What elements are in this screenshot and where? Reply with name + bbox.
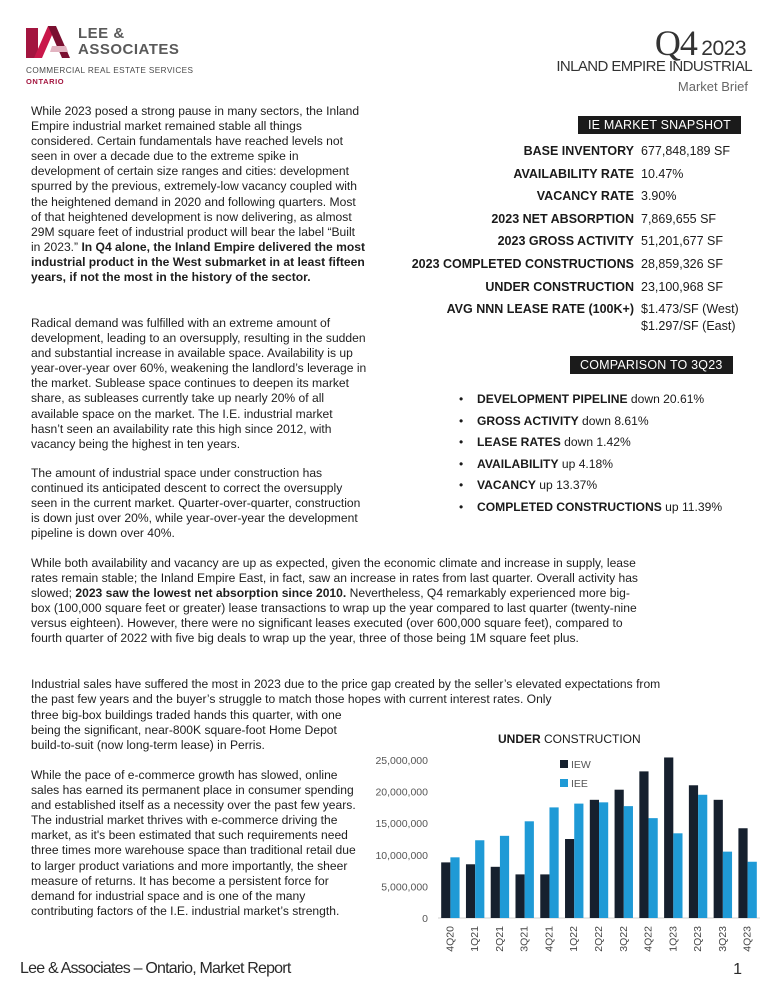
comparison-item: [459, 392, 722, 414]
x-tick-label: 1Q23: [667, 926, 680, 952]
bar-iee: [525, 821, 534, 918]
footer-text: Lee & Associates – Ontario, Market Report: [20, 960, 291, 977]
snapshot-row: [380, 257, 750, 279]
bar-iee: [549, 807, 558, 918]
x-tick-label: 2Q21: [493, 926, 506, 952]
y-tick-label: 0: [422, 913, 428, 925]
year-label: 2023: [701, 37, 746, 60]
bar-iee: [748, 862, 757, 918]
report-subtitle: INLAND EMPIRE INDUSTRIAL: [556, 58, 752, 75]
chart-title-rest: CONSTRUCTION: [540, 732, 641, 746]
snapshot-row: [380, 189, 750, 211]
snapshot-row: [380, 167, 750, 189]
bar-iew: [639, 771, 648, 918]
comparison-metric: VACANCY: [477, 478, 536, 492]
snapshot-label: VACANCY RATE: [536, 189, 634, 204]
quarter-label: Q4: [654, 23, 697, 63]
comparison-metric: AVAILABILITY: [477, 456, 559, 471]
bar-iew: [540, 874, 549, 918]
comparison-item: [459, 414, 722, 436]
y-tick-label: 5,000,000: [381, 881, 428, 894]
comparison-change: up 11.39%: [661, 499, 723, 514]
y-tick-label: 20,000,000: [375, 786, 428, 799]
bar-iee: [475, 840, 484, 918]
x-tick-label: 2Q22: [593, 926, 605, 952]
y-tick-label: 10,000,000: [375, 849, 428, 862]
bar-iee: [649, 818, 658, 918]
x-tick-label: 1Q22: [568, 926, 581, 952]
snapshot-label: AVG NNN LEASE RATE (100K+): [446, 302, 634, 317]
legend-swatch-iee: [560, 779, 568, 787]
paragraph-sales-narrow: three big-box buildings traded hands this quarter, with one being the significant, near-800K square-foot Home Depot build-to-suit (now long-term lease) in Perris.: [31, 708, 342, 753]
x-tick-label: 4Q23: [741, 926, 754, 952]
bar-iee: [624, 806, 633, 918]
snapshot-value: 10.47%: [641, 166, 684, 181]
paragraph-leasing: [31, 556, 643, 647]
snapshot-value: 7,869,655 SF: [641, 211, 717, 226]
snapshot-value: 28,859,326 SF: [641, 257, 724, 271]
comparison-metric: DEVELOPMENT PIPELINE: [477, 392, 628, 406]
paragraph-intro-text: While 2023 posed a strong pause in many sectors, the Inland Empire industrial market remained stable all things considered. Certain fundamentals have reached levels not seen in over a decade due to the extreme spike in development of certain size ranges and cities: development spurred by the previous, extremely-low vacancy coupled with the heightened demand in 2020 and following quarters. Most of that heightened development is now delivering, as almost 29M square feet of industrial product will bear the label “Built in 2023.”: [31, 104, 360, 254]
snapshot-row-extra: [380, 319, 750, 341]
snapshot-value: $1.473/SF (West): [641, 302, 739, 317]
chart-title: [498, 732, 641, 746]
bar-iew: [565, 839, 574, 918]
under-construction-chart: [368, 748, 764, 968]
bar-iee: [673, 833, 682, 918]
snapshot-label: UNDER CONSTRUCTION: [485, 279, 634, 294]
bar-iew: [738, 828, 747, 918]
logo-region: ONTARIO: [26, 77, 65, 86]
report-type: Market Brief: [677, 79, 748, 94]
x-tick-label: 3Q21: [518, 926, 531, 952]
comparison-list: [459, 392, 722, 521]
lee-associates-logo-icon: [26, 24, 70, 58]
legend-swatch-iew: [560, 760, 568, 768]
x-tick-label: 4Q21: [543, 926, 556, 952]
snapshot-value: 677,848,189 SF: [641, 144, 730, 158]
snapshot-row: [380, 212, 750, 234]
bar-iee: [698, 795, 707, 918]
x-tick-label: 1Q21: [469, 926, 482, 952]
bar-iee: [599, 802, 608, 918]
comparison-item: [459, 457, 722, 479]
bar-iee: [450, 857, 459, 918]
comparison-item: [459, 478, 722, 500]
x-tick-label: 3Q22: [617, 926, 630, 952]
bar-iew: [664, 757, 673, 918]
bar-iew: [515, 874, 524, 918]
bar-iew: [689, 785, 698, 918]
y-tick-label: 25,000,000: [375, 755, 428, 767]
bar-iew: [590, 800, 599, 918]
paragraph-construction: The amount of industrial space under construction has continued its anticipated descent to correct the oversupply seen in the current market. Quarter-over-quarter, construction is down just over 20%, while year-over-year the development pipeline is down over 40%.: [31, 466, 361, 541]
paragraph-ecommerce: While the pace of e-commerce growth has slowed, online sales has earned its permanent place in consumer spending and established itself as a necessity over the past few years. The industrial market thrives with e-commerce driving the market, as it's been estimated that such requirements need three times more warehouse space than traditional retail due to larger product variations and more importantly, the sheer measure of returns. It has become a persistent force for demand for industrial space and is one of the many contributing factors of the I.E. industrial market’s strength.: [31, 768, 356, 918]
comparison-change: down 20.61%: [627, 392, 705, 406]
logo-text-associates: ASSOCIATES: [78, 41, 180, 58]
bar-iew: [466, 864, 475, 918]
snapshot-label: 2023 GROSS ACTIVITY: [497, 234, 634, 249]
chart-title-bold: UNDER: [498, 732, 541, 746]
bar-iee: [723, 852, 732, 918]
paragraph-leasing-text-b: Nevertheless, Q4 remarkably experienced more big-box (100,000 square feet or greater) lease transactions to wrap up the year compared to last quarter (twenty-nine versus eighteen). However, there were no significant leases executed (over 600,000 square feet), compared to fourth quarter of 2022 with five big deals to wrap up the year, three of those being 1M square feet plus.: [31, 586, 637, 646]
comparison-change: down 1.42%: [560, 435, 631, 449]
x-tick-label: 4Q20: [444, 926, 457, 952]
snapshot-value: 51,201,677 SF: [641, 234, 724, 249]
legend-label: IEE: [571, 778, 588, 790]
snapshot-label: 2023 COMPLETED CONSTRUCTIONS: [411, 257, 634, 271]
comparison-change: up 4.18%: [558, 456, 613, 471]
logo-text-lee: LEE &: [78, 25, 125, 42]
bar-iew: [491, 867, 500, 918]
snapshot-value: $1.297/SF (East): [641, 318, 736, 333]
paragraph-availability: Radical demand was fulfilled with an extreme amount of development, leading to an oversupply, resulting in the sudden and substantial increase in available space. Availability is up year-over-year over 60%, weakening the landlord’s leverage in the market. Sublease space continues to deepen its market share, as subleases currently take up nearly 20% of all available space on the market. The I.E. industrial market hasn’t seen an availability rate this high since 2012, with vacancy being the highest in ten years.: [31, 316, 367, 451]
x-tick-label: 4Q22: [642, 926, 655, 952]
page-number: 1: [733, 961, 742, 978]
comparison-item: [459, 500, 722, 522]
snapshot-value: 23,100,968 SF: [641, 279, 724, 294]
bar-iew: [441, 862, 450, 918]
snapshot-heading: IE MARKET SNAPSHOT: [578, 116, 741, 134]
paragraph-intro-bold: In Q4 alone, the Inland Empire delivered the most industrial product in the West submarket in at least fifteen years, if not the most in the history of the sector.: [31, 239, 366, 285]
paragraph-sales-wide: Industrial sales have suffered the most in 2023 due to the price gap created by the seller’s elevated expectations from the past few years and the buyer’s struggle to match those hopes with current interest rates. Only: [31, 677, 661, 707]
bar-iew: [714, 800, 723, 918]
snapshot-label: AVAILABILITY RATE: [513, 166, 634, 181]
bar-iee: [574, 804, 583, 918]
comparison-heading: COMPARISON TO 3Q23: [570, 356, 733, 374]
snapshot-row: [380, 234, 750, 256]
snapshot-row: [380, 280, 750, 302]
legend-label: IEW: [571, 759, 591, 771]
bar-iew: [615, 790, 624, 918]
comparison-metric: LEASE RATES: [477, 435, 561, 449]
bar-iee: [500, 836, 509, 918]
comparison-change: up 13.37%: [535, 478, 598, 492]
comparison-metric: GROSS ACTIVITY: [477, 413, 579, 428]
comparison-item: [459, 435, 722, 457]
snapshot-label: BASE INVENTORY: [523, 144, 634, 158]
snapshot-label: 2023 NET ABSORPTION: [491, 211, 634, 226]
y-tick-label: 15,000,000: [375, 818, 428, 831]
paragraph-leasing-bold: 2023 saw the lowest net absorption since 2010.: [75, 586, 347, 601]
snapshot-value: 3.90%: [641, 189, 677, 204]
snapshot-row: [380, 144, 750, 166]
company-logo: [26, 22, 206, 92]
comparison-metric: COMPLETED CONSTRUCTIONS: [477, 499, 662, 514]
x-tick-label: 2Q23: [692, 926, 705, 952]
logo-tagline: COMMERCIAL REAL ESTATE SERVICES: [26, 66, 194, 75]
x-tick-label: 3Q23: [716, 926, 729, 952]
comparison-change: down 8.61%: [578, 413, 649, 428]
paragraph-intro: [31, 104, 367, 285]
paragraph-leasing-text-a: While both availability and vacancy are up as expected, given the economic climate and increase in supply, lease rates remain stable; the Inland Empire East, in fact, saw an increase in rates from last quarter. Overall activity has slowed;: [31, 556, 638, 601]
